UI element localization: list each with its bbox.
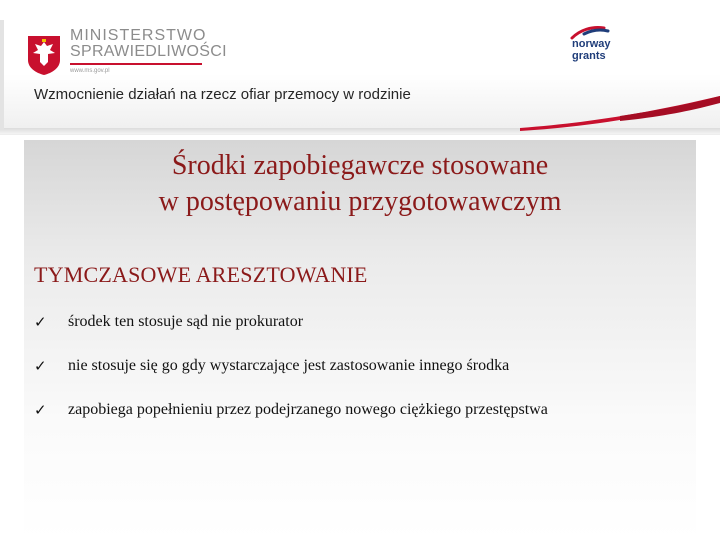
norway-grants-logo-text — [572, 38, 611, 62]
check-icon: ✓ — [34, 357, 47, 375]
polish-eagle-emblem-icon — [26, 34, 62, 76]
slide-title-line2: w postępowaniu przygotowawczym — [158, 186, 562, 217]
section-heading: TYMCZASOWE ARESZTOWANIE — [34, 262, 368, 287]
bullet-text: nie stosuje się go gdy wystarczające jest zastosowanie innego środka — [68, 357, 510, 374]
norway-grants-line1: norway — [572, 38, 611, 50]
check-icon: ✓ — [34, 313, 47, 331]
list-item — [34, 356, 548, 400]
slide-title — [24, 148, 696, 220]
bullet-list — [34, 312, 548, 444]
ministry-url: www.ms.gov.pl — [70, 68, 110, 74]
ministry-name-line1: MINISTERSTWO — [70, 27, 207, 44]
list-item — [34, 400, 548, 444]
slide-title-line1: Środki zapobiegawcze stosowane — [171, 150, 549, 181]
bullet-text: środek ten stosuje sąd nie prokurator — [68, 313, 304, 330]
ministry-name-line2: SPRAWIEDLIWOŚCI — [70, 43, 227, 60]
list-item — [34, 312, 548, 356]
ministry-underline — [70, 63, 202, 65]
project-tagline: Wzmocnienie działań na rzecz ofiar przemocy w rodzinie — [34, 86, 411, 103]
norway-grants-line2: grants — [572, 50, 606, 62]
bullet-text: zapobiega popełnieniu przez podejrzanego nowego ciężkiego przestępstwa — [68, 401, 548, 418]
check-icon: ✓ — [34, 401, 47, 419]
